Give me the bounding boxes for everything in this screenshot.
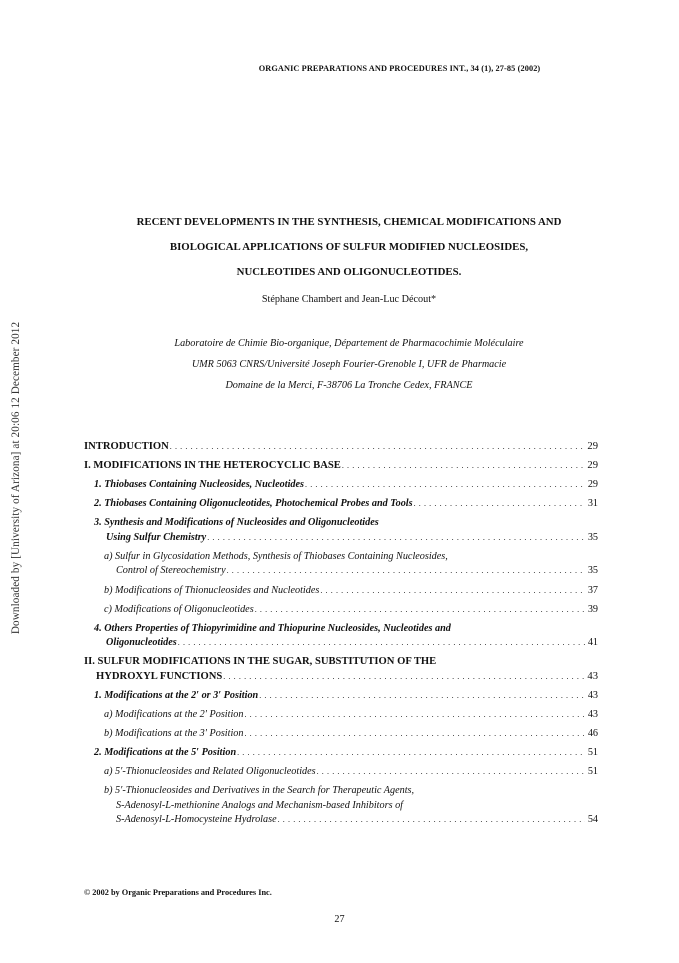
toc-entry-text: a) 5′-Thionucleosides and Related Oligonucleotides (104, 766, 316, 778)
leader-dots (227, 564, 585, 579)
download-watermark: Downloaded by [University of Arizona] at 20:06 12 December 2012 (10, 321, 22, 635)
table-of-contents (84, 440, 598, 828)
toc-page-number: 54 (587, 814, 598, 826)
article-title (84, 210, 614, 285)
toc-entry (84, 478, 598, 493)
toc-entry-text: b) Modifications at the 3′ Position (104, 728, 244, 740)
toc-entry-text: a) Modifications at the 2′ Position (104, 709, 244, 721)
toc-entry-text: 2. Thiobases Containing Oligonucleotides, Photochemical Probes and Tools (94, 498, 413, 510)
toc-entry-text: 3. Synthesis and Modifications of Nucleosides and Oligonucleotides (94, 517, 379, 529)
toc-entry (84, 622, 598, 651)
leader-dots (342, 459, 585, 474)
toc-entry-text: Using Sulfur Chemistry (106, 531, 207, 543)
leader-dots (255, 603, 585, 618)
toc-entry (84, 746, 598, 761)
affiliation-line: Laboratoire de Chimie Bio-organique, Département de Pharmacochimie Moléculaire (174, 338, 524, 349)
toc-page-number: 43 (587, 689, 598, 701)
toc-entry-text: Oligonucleotides (106, 637, 177, 649)
toc-entry-text: 1. Modifications at the 2′ or 3′ Position (94, 689, 259, 701)
leader-dots (278, 813, 585, 828)
leader-dots (237, 746, 585, 761)
affiliation-line: UMR 5063 CNRS/Université Joseph Fourier-Grenoble I, UFR de Pharmacie (191, 359, 507, 370)
page-number: 27 (334, 914, 345, 925)
toc-entry (84, 655, 598, 684)
toc-entry (84, 603, 598, 618)
toc-entry (84, 440, 598, 455)
leader-dots (320, 584, 584, 599)
toc-page-number: 46 (587, 728, 598, 740)
toc-entry-text: c) Modifications of Oligonucleotides (104, 603, 254, 615)
leader-dots (178, 636, 585, 651)
leader-dots (244, 708, 584, 723)
toc-entry-text: 4. Others Properties of Thiopyrimidine and Thiopurine Nucleosides, Nucleotides and (94, 622, 451, 634)
toc-entry-text: INTRODUCTION (84, 441, 169, 452)
toc-entry-text: b) Modifications of Thionucleosides and Nucleotides (104, 584, 320, 596)
toc-entry (84, 784, 598, 828)
toc-page-number: 39 (587, 603, 598, 615)
toc-entry-text: S-Adenosyl-L-Homocysteine Hydrolase (116, 814, 277, 826)
toc-page-number: 31 (587, 498, 598, 510)
toc-entry-text: I. MODIFICATIONS IN THE HETEROCYCLIC BASE (84, 460, 341, 472)
author-list: Stéphane Chambert and Jean-Luc Décout* (261, 294, 437, 305)
toc-page-number: 51 (587, 766, 598, 778)
toc-page-number: 35 (587, 565, 598, 577)
toc-entry (84, 727, 598, 742)
toc-entry (84, 689, 598, 704)
toc-entry-text: II. SULFUR MODIFICATIONS IN THE SUGAR, SUBSTITUTION OF THE (84, 656, 437, 668)
toc-entry-text: S-Adenosyl-L-methionine Analogs and Mechanism-based Inhibitors of (116, 799, 404, 811)
toc-entry-text: 2. Modifications at the 5′ Position (94, 747, 237, 759)
toc-page-number: 37 (587, 584, 598, 596)
leader-dots (223, 670, 584, 685)
toc-page-number: 29 (587, 479, 598, 491)
toc-entry-text: HYDROXYL FUNCTIONS (96, 670, 223, 682)
title-line: NUCLEOTIDES AND OLIGONUCLEOTIDES. (236, 266, 462, 278)
copyright-note: © 2002 by Organic Preparations and Procedures Inc. (84, 888, 272, 897)
leader-dots (244, 727, 584, 742)
toc-entry-text: b) 5′-Thionucleosides and Derivatives in the Search for Therapeutic Agents, (104, 785, 415, 797)
affiliation (84, 333, 614, 396)
leader-dots (317, 765, 585, 780)
leader-dots (305, 478, 585, 493)
leader-dots (207, 531, 585, 546)
running-header: ORGANIC PREPARATIONS AND PROCEDURES INT., 34 (1), 27-85 (2002) (258, 64, 541, 73)
toc-entry-text: 1. Thiobases Containing Nucleosides, Nucleotides (94, 479, 304, 491)
leader-dots (259, 689, 585, 704)
toc-page-number: 29 (587, 460, 598, 472)
toc-page-number: 41 (587, 637, 598, 649)
leader-dots (414, 497, 585, 512)
toc-entry (84, 708, 598, 723)
toc-entry (84, 497, 598, 512)
toc-page-number: 51 (587, 747, 598, 759)
toc-entry-text: Control of Stereochemistry (116, 565, 226, 577)
toc-page-number: 43 (587, 670, 598, 682)
title-line: BIOLOGICAL APPLICATIONS OF SULFUR MODIFIED NUCLEOSIDES, (169, 241, 529, 253)
toc-page-number: 35 (587, 531, 598, 543)
toc-entry (84, 516, 598, 545)
toc-entry (84, 584, 598, 599)
affiliation-line: Domaine de la Merci, F-38706 La Tronche Cedex, FRANCE (225, 380, 473, 391)
toc-entry (84, 550, 598, 579)
toc-page-number: 43 (587, 709, 598, 721)
toc-page-number: 29 (587, 441, 598, 452)
toc-entry-text: a) Sulfur in Glycosidation Methods, Synthesis of Thiobases Containing Nucleosides, (104, 550, 448, 562)
toc-entry (84, 459, 598, 474)
title-line: RECENT DEVELOPMENTS IN THE SYNTHESIS, CHEMICAL MODIFICATIONS AND (136, 216, 562, 228)
leader-dots (170, 440, 585, 455)
toc-entry (84, 765, 598, 780)
